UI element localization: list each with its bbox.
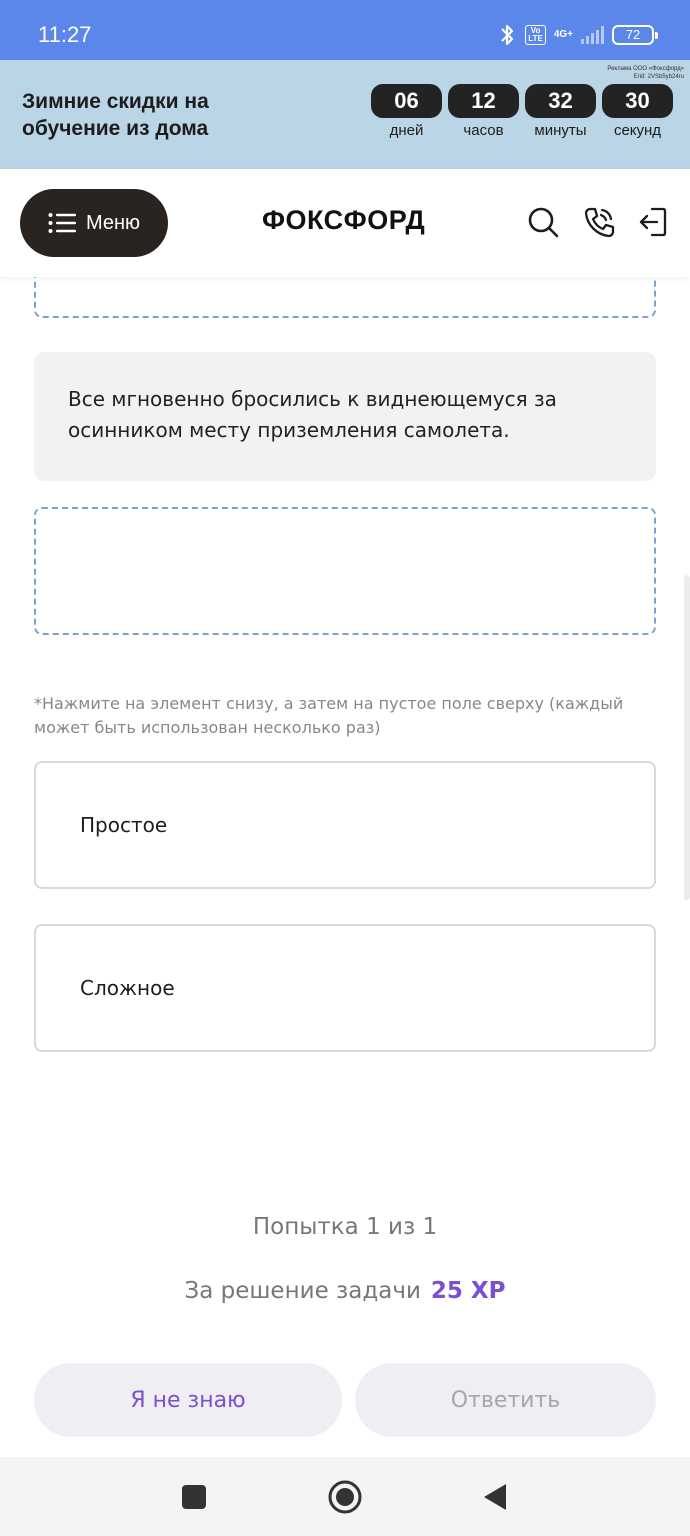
phone-icon[interactable] [582, 205, 616, 239]
countdown-hours [448, 84, 519, 139]
back-icon[interactable] [478, 1479, 514, 1515]
option-complex[interactable] [34, 924, 656, 1052]
status-time: 11:27 [38, 22, 92, 47]
countdown-seconds [602, 84, 673, 139]
countdown-hours-label: часов [463, 122, 504, 139]
ad-disclaimer [607, 65, 684, 81]
reward-label: За решение задачи [184, 1278, 421, 1304]
ad-disclaimer-line1: Реклама ООО «Фоксфорд» [607, 66, 684, 72]
bluetooth-icon [497, 23, 517, 47]
scrollbar[interactable] [684, 575, 690, 900]
signal-icon [581, 26, 604, 44]
home-icon[interactable] [327, 1479, 363, 1515]
countdown-days [371, 84, 442, 139]
promo-banner[interactable] [0, 60, 690, 169]
search-icon[interactable] [526, 205, 560, 239]
option-simple-label: Простое [80, 813, 168, 837]
attempt-counter: Попытка 1 из 1 [252, 1214, 438, 1240]
menu-button[interactable] [20, 189, 168, 257]
network-type: 4G+ [553, 29, 573, 40]
countdown-seconds-value: 30 [602, 84, 673, 118]
menu-icon [48, 212, 76, 234]
answer-button[interactable]: Ответить [355, 1363, 656, 1437]
status-bar [0, 0, 690, 60]
task-hint: *Нажмите на элемент снизу, а затем на пустое поле сверху (каждый может быть использован несколько раз) [34, 694, 624, 737]
task-reward [0, 1278, 690, 1304]
logo[interactable]: ФОКСФОРД [262, 205, 426, 235]
menu-label: Меню [85, 211, 141, 234]
promo-title: Зимние скидки на обучение из дома [22, 90, 209, 140]
site-header [0, 169, 690, 277]
system-nav-bar [0, 1457, 690, 1536]
battery-icon: 72 [612, 25, 654, 45]
login-icon[interactable] [636, 205, 670, 239]
status-icons [497, 22, 654, 48]
volte-icon: Vo LTE [525, 25, 546, 45]
countdown-days-value: 06 [371, 84, 442, 118]
countdown-minutes-label: минуты [534, 122, 587, 139]
reward-xp: 25 XP [430, 1278, 506, 1304]
countdown-seconds-label: секунд [613, 122, 662, 139]
ad-disclaimer-line2: Erid: 2VSb5yb24ru [633, 74, 684, 80]
countdown-timer [371, 84, 673, 139]
countdown-minutes [525, 84, 596, 139]
dont-know-button[interactable]: Я не знаю [34, 1363, 342, 1437]
countdown-days-label: дней [389, 122, 424, 139]
countdown-hours-value: 12 [448, 84, 519, 118]
recents-icon[interactable] [176, 1479, 212, 1515]
countdown-minutes-value: 32 [525, 84, 596, 118]
task-sentence: Все мгновенно бросились к виднеющемуся за осинником месту приземления самолета. [34, 352, 656, 481]
option-complex-label: Сложное [80, 976, 175, 1000]
answer-drop-zone-2[interactable] [34, 507, 656, 635]
option-simple[interactable] [34, 761, 656, 889]
